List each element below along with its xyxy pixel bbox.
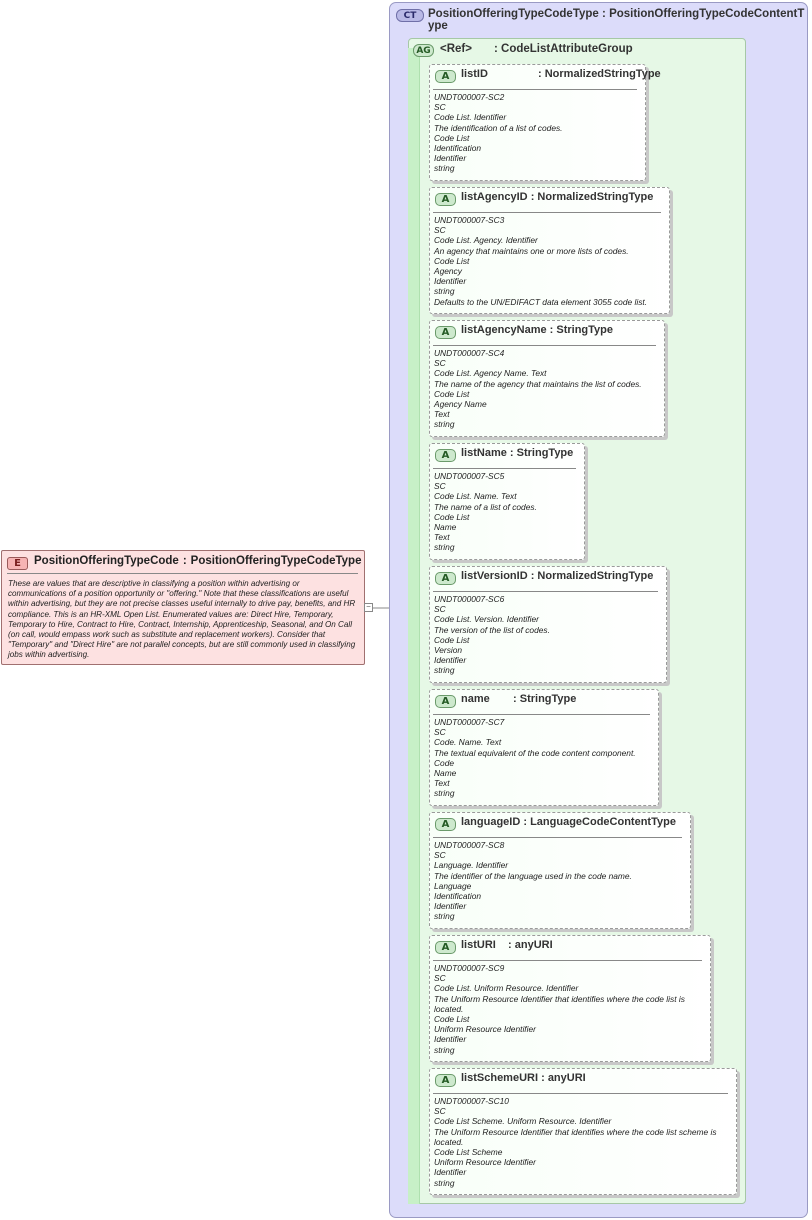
attribute-doc-line: string — [434, 788, 455, 799]
attribute-doc-line: Identifier — [434, 153, 467, 164]
attribute-group-separator: : — [493, 43, 498, 55]
complex-type-base: PositionOfferingTypeCodeContentType — [428, 8, 805, 32]
attribute-doc-line: UNDT000007-SC2 — [434, 92, 505, 102]
complex-type-badge: CT — [396, 9, 424, 22]
attribute-doc-line: Code — [434, 757, 455, 768]
attribute-type: NormalizedStringType — [537, 191, 654, 203]
attribute-doc-line: UNDT000007-SC10 — [434, 1096, 509, 1106]
attribute-doc-line: Name — [434, 522, 457, 533]
attribute-doc-line: UNDT000007-SC3 — [434, 215, 505, 225]
attribute-doc-line: SC — [434, 973, 446, 984]
attribute-type: StringType — [519, 693, 577, 705]
attribute-doc-line: Language. Identifier — [434, 860, 509, 871]
attribute-name: listAgencyID — [461, 191, 528, 203]
attribute-divider — [433, 468, 576, 469]
attribute-name: listVersionID — [461, 570, 528, 582]
attribute-doc-line: Code List — [434, 255, 470, 266]
element-type: PositionOfferingTypeCodeType — [190, 555, 362, 567]
attribute-separator: : — [527, 191, 538, 203]
attribute-doc-line: SC — [434, 850, 446, 861]
attribute-title — [461, 1072, 586, 1084]
attribute-title — [461, 447, 573, 459]
attribute-title — [461, 68, 661, 80]
attribute-documentation — [434, 471, 579, 553]
attribute-divider — [433, 591, 658, 592]
element-separator: : — [182, 555, 187, 567]
attribute-doc-line: Version — [434, 645, 463, 656]
attribute-documentation — [434, 963, 705, 1055]
attribute-doc-line: SC — [434, 358, 446, 369]
element-title — [34, 555, 361, 567]
attribute-doc-line: string — [434, 911, 455, 922]
attribute-box-name[interactable] — [429, 689, 659, 806]
attribute-type: anyURI — [514, 939, 553, 951]
attribute-doc-line: SC — [434, 481, 446, 492]
attribute-doc-line: Identification — [434, 891, 482, 902]
attribute-documentation — [434, 348, 659, 430]
attribute-doc-line: The Uniform Resource Identifier that identifies where the code list scheme is located. — [434, 1126, 717, 1147]
attribute-divider — [433, 1093, 728, 1094]
attribute-type: LanguageCodeContentType — [530, 816, 676, 828]
attribute-title — [461, 816, 676, 828]
attribute-doc-line: Code List Scheme. Uniform Resource. Identifier — [434, 1116, 612, 1127]
attribute-name: listID — [461, 68, 488, 80]
attribute-doc-line: UNDT000007-SC7 — [434, 717, 505, 727]
attribute-divider — [433, 212, 661, 213]
attribute-box-listschemeuri[interactable] — [429, 1068, 737, 1195]
element-badge: E — [7, 557, 28, 570]
complex-type-name: PositionOfferingTypeCodeType — [428, 8, 599, 20]
attribute-doc-line: UNDT000007-SC9 — [434, 963, 505, 973]
attribute-box-listversionid[interactable] — [429, 566, 667, 683]
attribute-type: StringType — [516, 447, 574, 459]
element-box[interactable] — [1, 550, 365, 665]
attribute-divider — [433, 89, 637, 90]
attribute-doc-line: Identification — [434, 143, 482, 154]
attribute-type: StringType — [556, 324, 614, 336]
attribute-group-title — [440, 43, 633, 55]
attribute-doc-line: SC — [434, 225, 446, 236]
attribute-divider — [433, 837, 682, 838]
attribute-badge: A — [435, 818, 456, 831]
attribute-title — [461, 570, 653, 582]
attribute-doc-line: The version of the list of codes. — [434, 624, 550, 635]
attribute-name: listURI — [461, 939, 496, 951]
attribute-documentation — [434, 717, 653, 799]
attribute-doc-line: Name — [434, 768, 457, 779]
attribute-doc-line: Language — [434, 880, 472, 891]
attribute-badge: A — [435, 695, 456, 708]
attribute-box-listname[interactable] — [429, 443, 585, 560]
attribute-doc-line: string — [434, 1177, 455, 1188]
attribute-doc-line: Code List — [434, 1014, 470, 1025]
attribute-name: listName — [461, 447, 507, 459]
attribute-name: languageID — [461, 816, 521, 828]
attribute-title — [461, 939, 553, 951]
attribute-doc-line: Agency — [434, 266, 462, 277]
attribute-doc-line: UNDT000007-SC8 — [434, 840, 505, 850]
attribute-separator: : — [527, 570, 538, 582]
attribute-documentation — [434, 1096, 731, 1188]
attribute-badge: A — [435, 572, 456, 585]
attribute-badge: A — [435, 941, 456, 954]
attribute-doc-line: SC — [434, 727, 446, 738]
attribute-box-listid[interactable] — [429, 64, 661, 181]
attribute-separator: : — [538, 1072, 548, 1084]
attribute-doc-line: Code List. Version. Identifier — [434, 614, 539, 625]
attribute-doc-line: Code List — [434, 634, 470, 645]
attribute-doc-line: string — [434, 665, 455, 676]
attribute-doc-line: Code List. Agency. Identifier — [434, 235, 538, 246]
attribute-badge: A — [435, 193, 456, 206]
complex-type-separator: : — [602, 8, 606, 20]
attribute-doc-line: Identifier — [434, 276, 467, 287]
attribute-doc-line: Identifier — [434, 1034, 467, 1045]
attribute-name: listSchemeURI — [461, 1072, 539, 1084]
attribute-box-listagencyid[interactable] — [429, 187, 670, 314]
attribute-type: NormalizedStringType — [544, 68, 661, 80]
attribute-doc-line: Text — [434, 532, 450, 543]
attribute-divider — [433, 345, 656, 346]
attribute-doc-line: string — [434, 163, 455, 174]
attribute-documentation — [434, 92, 640, 174]
attribute-separator: : — [546, 324, 557, 336]
attribute-doc-line: SC — [434, 102, 446, 113]
attribute-doc-line: Identifier — [434, 1167, 467, 1178]
element-documentation: These are values that are descriptive in classifying a position within advertising or communications of a position opportunity or "offering." Note that these classifications are useful within advertising, but they are not precise classes useful internally to drive pay, benefits, and HR compliance. This is an HR-XML Open List. Enumerated values are: Direct Hire, Temporary, Temporary to Hire, Contract to Hire, Contract, Internship, Apprenticeship, Seasonal, and On Call (on call, would empass work such as substitute and replacement workers). Consider that "Temporary" and "Direct Hire" are not parallel concepts, but are still commonly used in classifying jobs within advertising. — [8, 579, 356, 660]
attribute-type: NormalizedStringType — [537, 570, 654, 582]
attribute-doc-line: Code. Name. Text — [434, 737, 502, 748]
attribute-doc-line: The Uniform Resource Identifier that identifies where the code list is located. — [434, 993, 685, 1014]
attribute-doc-line: Code List. Uniform Resource. Identifier — [434, 983, 579, 994]
attribute-badge: A — [435, 70, 456, 83]
attribute-doc-line: string — [434, 419, 455, 430]
attribute-name: name — [461, 693, 490, 705]
attribute-separator: : — [506, 447, 517, 459]
attribute-separator: : — [508, 939, 515, 951]
attribute-separator: : — [520, 816, 531, 828]
attribute-doc-line: UNDT000007-SC5 — [434, 471, 505, 481]
attribute-doc-line: The name of the agency that maintains the list of codes. — [434, 378, 642, 389]
attribute-group-ref: <Ref> — [440, 43, 472, 55]
attribute-doc-line: Code List. Name. Text — [434, 491, 517, 502]
attribute-doc-line: Uniform Resource Identifier — [434, 1157, 536, 1168]
attribute-doc-line: The textual equivalent of the code content component. — [434, 747, 636, 758]
attribute-doc-line: Identifier — [434, 901, 467, 912]
attribute-doc-line: string — [434, 542, 455, 553]
attribute-doc-line: Identifier — [434, 655, 467, 666]
attribute-box-listuri[interactable] — [429, 935, 711, 1062]
complex-type-title — [428, 8, 806, 32]
attribute-doc-line: The identifier of the language used in the code name. — [434, 870, 632, 881]
attribute-badge: A — [435, 326, 456, 339]
element-name: PositionOfferingTypeCode — [34, 555, 179, 567]
attribute-box-languageid[interactable] — [429, 812, 691, 929]
attribute-group-sidebar — [408, 48, 420, 1204]
attribute-doc-line: Defaults to the UN/EDIFACT data element 3055 code list. — [434, 296, 648, 307]
attribute-doc-line: UNDT000007-SC4 — [434, 348, 505, 358]
attribute-title — [461, 191, 653, 203]
attribute-badge: A — [435, 1074, 456, 1087]
attribute-doc-line: Code List — [434, 511, 470, 522]
attribute-doc-line: The identification of a list of codes. — [434, 122, 563, 133]
attribute-doc-line: SC — [434, 604, 446, 615]
attribute-doc-line: string — [434, 286, 455, 297]
attribute-doc-line: An agency that maintains one or more lists of codes. — [434, 245, 629, 256]
attribute-doc-line: string — [434, 1044, 455, 1055]
attribute-separator: : — [513, 693, 520, 705]
attribute-doc-line: Text — [434, 778, 450, 789]
attribute-box-listagencyname[interactable] — [429, 320, 665, 437]
attribute-doc-line: Text — [434, 409, 450, 420]
attribute-doc-line: Agency Name — [434, 399, 487, 410]
attribute-doc-line: Code List — [434, 132, 470, 143]
attribute-doc-line: Code List. Identifier — [434, 112, 507, 123]
attribute-doc-line: SC — [434, 1106, 446, 1117]
attribute-doc-line: The name of a list of codes. — [434, 501, 537, 512]
attribute-doc-line: Code List. Agency Name. Text — [434, 368, 547, 379]
attribute-documentation — [434, 840, 685, 922]
attribute-divider — [433, 714, 650, 715]
attribute-title — [461, 324, 613, 336]
attribute-badge: A — [435, 449, 456, 462]
attribute-name: listAgencyName — [461, 324, 547, 336]
attribute-title — [461, 693, 576, 705]
attribute-group-badge: AG — [413, 44, 434, 57]
attribute-doc-line: Uniform Resource Identifier — [434, 1024, 536, 1035]
attribute-documentation — [434, 594, 661, 676]
collapse-toggle[interactable]: − — [364, 603, 373, 612]
attribute-doc-line: Code List Scheme — [434, 1147, 503, 1158]
element-divider — [7, 573, 358, 574]
attribute-divider — [433, 960, 702, 961]
attribute-doc-line: Code List — [434, 388, 470, 399]
attribute-type: anyURI — [547, 1072, 586, 1084]
attribute-documentation — [434, 215, 664, 307]
attribute-separator: : — [538, 68, 545, 80]
attribute-group-type: CodeListAttributeGroup — [501, 43, 633, 55]
attribute-doc-line: UNDT000007-SC6 — [434, 594, 505, 604]
